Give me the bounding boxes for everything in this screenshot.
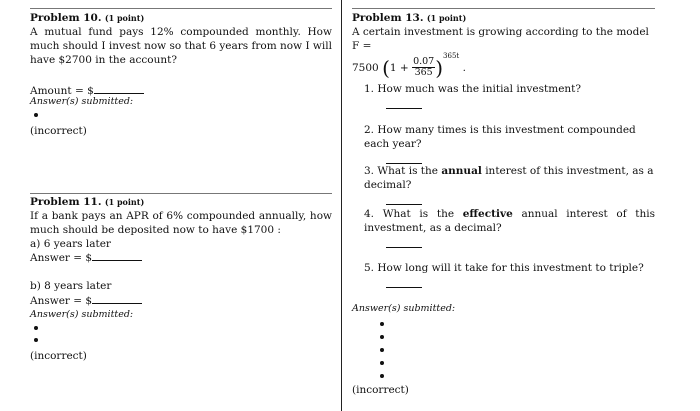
- question-1: [364, 83, 655, 109]
- problem-13-top-rule: [352, 8, 655, 9]
- problem-10-points: (1 point): [104, 13, 145, 23]
- question-3: [364, 165, 655, 205]
- problem-13-points: (1 point): [426, 13, 467, 23]
- problem-13-text: A certain investment is growing according to the model F =: [352, 25, 649, 52]
- problem-10-text: A mutual fund pays 12% compounded monthly. How much should I invest now so that 6 years from now I will have $2700 in the account?: [30, 25, 332, 66]
- answer-b-label: Answer = $: [30, 294, 93, 307]
- problem-11-submitted-bullet-1: [34, 326, 38, 330]
- question-4-bold: effective: [462, 208, 513, 220]
- problem-11-header: [30, 196, 332, 210]
- question-1-text: 1. How much was the initial investment?: [364, 83, 582, 95]
- problem-10-submitted-label: Answer(s) submitted:: [30, 96, 134, 107]
- formula-denominator: 365: [414, 67, 433, 79]
- problem-11-points: (1 point): [104, 197, 145, 207]
- answer-b-input[interactable]: [92, 294, 142, 304]
- question-5-text: 5. How long will it take for this investment to triple?: [364, 262, 644, 274]
- question-4-text: [364, 208, 655, 236]
- problem-11-part-a: a) 6 years later: [30, 237, 111, 250]
- growth-formula: [352, 51, 655, 81]
- problem-10-top-rule: [30, 8, 332, 9]
- problem-11-top-rule: [30, 193, 332, 194]
- problem-13-submitted-bullet-5: [380, 374, 384, 378]
- question-3-input[interactable]: [386, 196, 422, 205]
- question-5: [364, 262, 655, 288]
- problem-10-status: (incorrect): [30, 125, 87, 137]
- formula-one-plus: 1 +: [389, 61, 409, 74]
- amount-input[interactable]: [94, 84, 144, 94]
- problem-13-title: Problem 13.: [352, 12, 424, 24]
- formula-exponent: 365t: [443, 51, 460, 60]
- question-2-text: 2. How many times is this investment compounded each year?: [364, 124, 636, 150]
- question-4-pre: 4. What is the: [364, 208, 455, 220]
- problem-13-status: (incorrect): [352, 384, 409, 396]
- problem-13: [352, 12, 655, 81]
- problem-11-submitted-label: Answer(s) submitted:: [30, 308, 134, 320]
- amount-label: Amount = $: [30, 85, 94, 97]
- problem-10: [30, 12, 332, 67]
- problem-10-submitted-bullet: [34, 113, 38, 117]
- problem-11-text: If a bank pays an APR of 6% compounded annually, how much should be deposited now to have $1700 :: [30, 209, 332, 236]
- problem-13-submitted-label: Answer(s) submitted:: [352, 303, 456, 314]
- formula-coefficient: 7500: [352, 61, 379, 74]
- problem-13-submitted-bullet-3: [380, 348, 384, 352]
- problem-11-title: Problem 11.: [30, 196, 102, 208]
- formula-close-paren: ): [435, 55, 444, 80]
- question-4-input[interactable]: [386, 239, 422, 248]
- question-4-post: annual interest of this investment, as a decimal?: [364, 208, 655, 234]
- question-2-input[interactable]: [386, 155, 422, 164]
- problem-13-submitted-bullet-4: [380, 361, 384, 365]
- problem-10-title: Problem 10.: [30, 12, 102, 24]
- formula-fraction: [412, 57, 435, 79]
- right-column: [352, 0, 655, 411]
- formula-end: .: [462, 61, 466, 74]
- formula-open-paren: (: [382, 55, 390, 80]
- problem-13-submitted-bullet-2: [380, 335, 384, 339]
- question-5-input[interactable]: [386, 279, 422, 288]
- question-3-text: [364, 165, 655, 193]
- problem-11-part-b: b) 8 years later: [30, 280, 112, 292]
- question-3-bold: annual: [441, 165, 482, 177]
- question-1-input[interactable]: [386, 100, 422, 109]
- question-3-pre: 3. What is the: [364, 165, 439, 177]
- left-column: [30, 0, 332, 411]
- problem-11-part-b-block: [30, 280, 332, 321]
- problem-13-header: [352, 12, 655, 26]
- question-4: [364, 208, 655, 248]
- problem-11-status: (incorrect): [30, 350, 87, 362]
- column-divider: [341, 0, 342, 411]
- question-3-post: interest of this investment, as a decimal?: [364, 165, 654, 191]
- answer-a-label: Answer = $: [30, 252, 93, 265]
- problem-10-header: [30, 12, 332, 26]
- problem-11-answer-b-row: [30, 294, 332, 309]
- problem-11-submitted-bullet-2: [34, 338, 38, 342]
- answer-a-input[interactable]: [92, 251, 142, 261]
- problem-11-answer-a-row: [30, 251, 332, 266]
- question-2: [364, 124, 655, 164]
- problem-11: [30, 196, 332, 266]
- formula-numerator: 0.07: [413, 55, 435, 67]
- problem-13-submitted-bullet-1: [380, 322, 384, 326]
